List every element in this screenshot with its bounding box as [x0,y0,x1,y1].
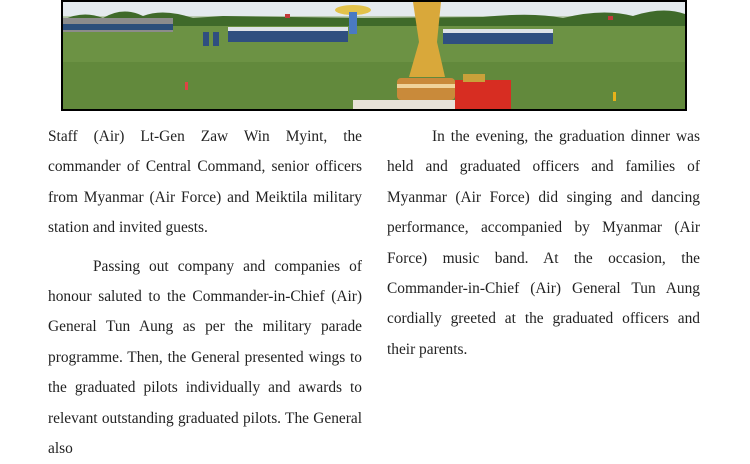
right-paragraph-1: In the evening, the graduation dinner was held and graduated officers and families of Myanmar (Air Force) did singing and dancing performance, accompanied by Myanmar (Air Force) music band. At the occasion, the Commander-in-Chief (Air) General Tun Aung cordially greeted at the graduated officers and their parents. [387,128,700,358]
left-text-column [48,122,362,464]
left-paragraph-2: Passing out company and companies of honour saluted to the Commander-in-Chief (Air) General Tun Aung as per the military parade programme. Then, the General presented wings to the graduated pilots individually and awards to relevant outstanding graduated pilots. The General also [48,257,362,458]
right-text-column [387,122,700,365]
left-paragraph-1: Staff (Air) Lt-Gen Zaw Win Myint, the commander of Central Command, senior officers from Myanmar (Air Force) and Meiktila military station and invited guests. [48,128,362,237]
parade-photo [61,0,687,111]
parade-ground-illustration [63,2,685,109]
